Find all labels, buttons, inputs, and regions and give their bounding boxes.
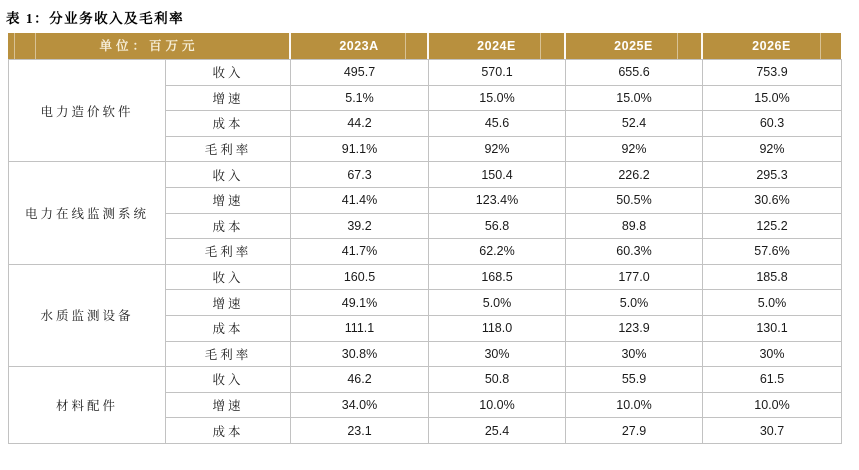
header-separator	[35, 33, 36, 59]
value-cell: 57.6%	[703, 239, 842, 265]
header-separator	[820, 33, 821, 59]
metric-label-cell: 增速	[166, 392, 291, 418]
value-cell: 91.1%	[291, 136, 429, 162]
value-cell: 62.2%	[429, 239, 566, 265]
segment-name-cell: 电力在线监测系统	[9, 162, 166, 264]
year-header-2023A: 2023A	[339, 39, 379, 53]
value-cell: 50.5%	[566, 187, 703, 213]
value-cell: 61.5	[703, 367, 842, 393]
value-cell: 92%	[566, 136, 703, 162]
value-cell: 130.1	[703, 315, 842, 341]
segment-name-cell: 材料配件	[9, 367, 166, 444]
table-row	[9, 60, 842, 86]
header-separator	[405, 33, 406, 59]
metric-label-cell: 收入	[166, 162, 291, 188]
value-cell: 41.7%	[291, 239, 429, 265]
metric-label-cell: 成本	[166, 418, 291, 444]
table-body	[9, 60, 842, 444]
value-cell: 295.3	[703, 162, 842, 188]
value-cell: 10.0%	[566, 392, 703, 418]
value-cell: 118.0	[429, 315, 566, 341]
header-separator	[289, 33, 291, 59]
value-cell: 92%	[703, 136, 842, 162]
value-cell: 45.6	[429, 111, 566, 137]
value-cell: 92%	[429, 136, 566, 162]
value-cell: 5.0%	[703, 290, 842, 316]
value-cell: 30.8%	[291, 341, 429, 367]
unit-header-cell: 单位：百万元	[99, 39, 199, 53]
value-cell: 15.0%	[703, 85, 842, 111]
header-separator	[564, 33, 566, 59]
value-cell: 52.4	[566, 111, 703, 137]
value-cell: 160.5	[291, 264, 429, 290]
value-cell: 5.0%	[429, 290, 566, 316]
business-revenue-table	[8, 33, 841, 444]
value-cell: 46.2	[291, 367, 429, 393]
value-cell: 30%	[566, 341, 703, 367]
value-cell: 30.7	[703, 418, 842, 444]
metric-label-cell: 成本	[166, 315, 291, 341]
value-cell: 23.1	[291, 418, 429, 444]
table-title: 表 1：分业务收入及毛利率	[6, 11, 185, 26]
metric-label-cell: 收入	[166, 367, 291, 393]
value-cell: 5.1%	[291, 85, 429, 111]
header-separator	[540, 33, 541, 59]
value-cell: 44.2	[291, 111, 429, 137]
value-cell: 15.0%	[566, 85, 703, 111]
table-header-row	[8, 33, 841, 59]
header-separator	[427, 33, 429, 59]
metric-label-cell: 增速	[166, 187, 291, 213]
metric-label-cell: 毛利率	[166, 136, 291, 162]
value-cell: 30%	[429, 341, 566, 367]
segment-name-cell: 水质监测设备	[9, 264, 166, 366]
value-cell: 60.3%	[566, 239, 703, 265]
value-cell: 753.9	[703, 60, 842, 86]
value-cell: 60.3	[703, 111, 842, 137]
year-header-2025E: 2025E	[614, 39, 653, 53]
value-cell: 25.4	[429, 418, 566, 444]
value-cell: 5.0%	[566, 290, 703, 316]
table-row	[9, 264, 842, 290]
value-cell: 30.6%	[703, 187, 842, 213]
value-cell: 55.9	[566, 367, 703, 393]
value-cell: 168.5	[429, 264, 566, 290]
metric-label-cell: 增速	[166, 290, 291, 316]
value-cell: 177.0	[566, 264, 703, 290]
header-separator	[677, 33, 678, 59]
metric-label-cell: 收入	[166, 60, 291, 86]
value-cell: 150.4	[429, 162, 566, 188]
header-separator	[14, 33, 15, 59]
segment-name-cell: 电力造价软件	[9, 60, 166, 162]
value-cell: 495.7	[291, 60, 429, 86]
table-row	[9, 162, 842, 188]
metric-label-cell: 毛利率	[166, 239, 291, 265]
table-grid	[8, 59, 842, 444]
value-cell: 41.4%	[291, 187, 429, 213]
value-cell: 655.6	[566, 60, 703, 86]
value-cell: 123.4%	[429, 187, 566, 213]
value-cell: 123.9	[566, 315, 703, 341]
value-cell: 34.0%	[291, 392, 429, 418]
value-cell: 27.9	[566, 418, 703, 444]
metric-label-cell: 成本	[166, 213, 291, 239]
header-separator	[701, 33, 703, 59]
value-cell: 570.1	[429, 60, 566, 86]
value-cell: 50.8	[429, 367, 566, 393]
year-header-2024E: 2024E	[477, 39, 516, 53]
value-cell: 10.0%	[429, 392, 566, 418]
value-cell: 226.2	[566, 162, 703, 188]
value-cell: 67.3	[291, 162, 429, 188]
value-cell: 49.1%	[291, 290, 429, 316]
value-cell: 125.2	[703, 213, 842, 239]
metric-label-cell: 收入	[166, 264, 291, 290]
value-cell: 111.1	[291, 315, 429, 341]
value-cell: 10.0%	[703, 392, 842, 418]
value-cell: 39.2	[291, 213, 429, 239]
metric-label-cell: 毛利率	[166, 341, 291, 367]
metric-label-cell: 成本	[166, 111, 291, 137]
value-cell: 30%	[703, 341, 842, 367]
table-row	[9, 367, 842, 393]
metric-label-cell: 增速	[166, 85, 291, 111]
year-header-2026E: 2026E	[752, 39, 791, 53]
value-cell: 185.8	[703, 264, 842, 290]
value-cell: 89.8	[566, 213, 703, 239]
value-cell: 56.8	[429, 213, 566, 239]
value-cell: 15.0%	[429, 85, 566, 111]
